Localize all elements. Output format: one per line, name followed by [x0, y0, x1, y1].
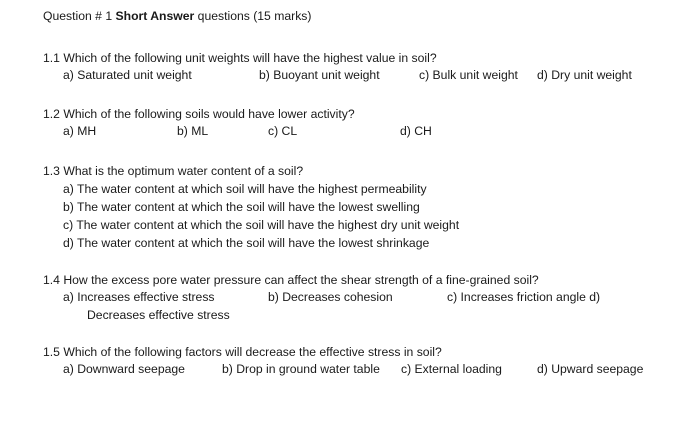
question-1-1-stem: 1.1 Which of the following unit weights will have the highest value in soil?: [43, 51, 437, 65]
question-1-2-option-a: a) MH: [63, 124, 97, 138]
question-1-3-option-d: d) The water content at which the soil will have the lowest shrinkage: [63, 236, 430, 250]
question-1-1-option-b: b) Buoyant unit weight: [259, 68, 380, 82]
question-1-5-option-b: b) Drop in ground water table: [222, 362, 380, 376]
header-bold: Short Answer: [115, 9, 195, 23]
question-1-2-option-d: d) CH: [400, 124, 432, 138]
question-1-1-option-c: c) Bulk unit weight: [419, 68, 518, 82]
question-1-4-option-a: a) Increases effective stress: [63, 290, 215, 304]
question-1-1-option-d: d) Dry unit weight: [537, 68, 632, 82]
question-1-2-option-b: b) ML: [177, 124, 209, 138]
question-1-2-option-c: c) CL: [268, 124, 298, 138]
question-1-3-option-a: a) The water content at which soil will have the highest permeability: [63, 182, 427, 196]
header-suffix: questions (15 marks): [194, 9, 312, 23]
question-1-5-option-d: d) Upward seepage: [537, 362, 644, 376]
question-1-3-option-c: c) The water content at which the soil will have the highest dry unit weight: [63, 218, 460, 232]
question-1-3-stem: 1.3 What is the optimum water content of a soil?: [43, 164, 304, 178]
question-1-5-option-a: a) Downward seepage: [63, 362, 185, 376]
question-1-4-option-b: b) Decreases cohesion: [268, 290, 393, 304]
question-1-4-option-d-continued: Decreases effective stress: [87, 308, 230, 322]
question-1-5-option-c: c) External loading: [401, 362, 502, 376]
question-1-4-stem: 1.4 How the excess pore water pressure can affect the shear strength of a fine-grained soil?: [43, 273, 539, 287]
question-1-3-option-b: b) The water content at which the soil will have the lowest swelling: [63, 200, 420, 214]
question-1-1-option-a: a) Saturated unit weight: [63, 68, 192, 82]
question-1-5-stem: 1.5 Which of the following factors will decrease the effective stress in soil?: [43, 345, 442, 359]
question-1-4-option-c: c) Increases friction angle d): [447, 290, 601, 304]
header-prefix: Question # 1: [43, 9, 116, 23]
question-header: [43, 9, 311, 23]
question-1-2-stem: 1.2 Which of the following soils would have lower activity?: [43, 107, 355, 121]
